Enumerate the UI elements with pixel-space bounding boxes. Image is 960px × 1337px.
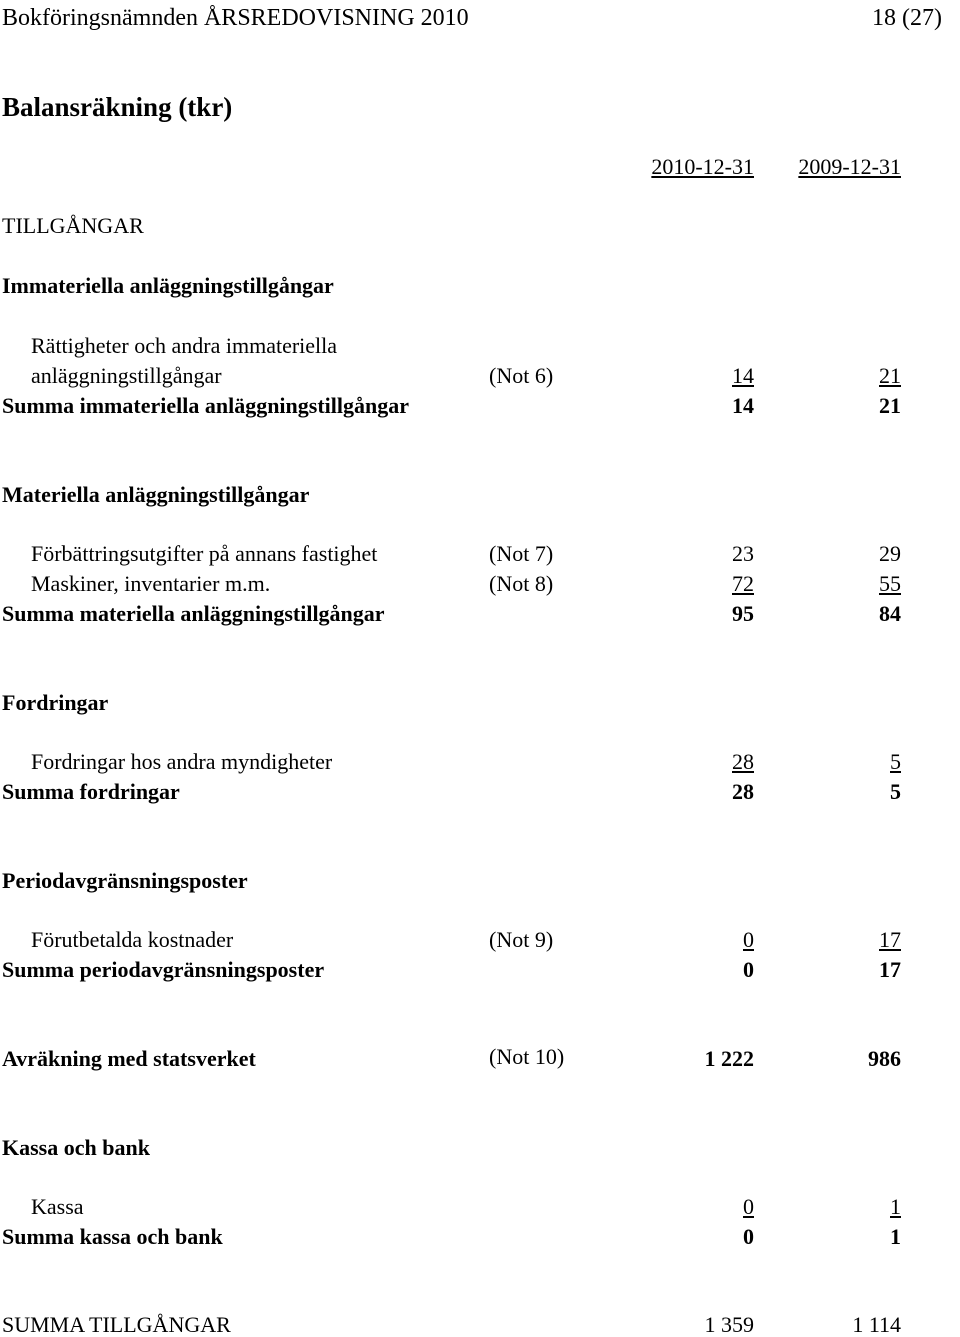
sum-label-kassa: Summa kassa och bank [2, 1224, 223, 1249]
row-note-rattigheter: (Not 6) [489, 363, 554, 388]
row-value-2009-avrakning: 986 [868, 1046, 901, 1071]
sum-value-2009-fordringar: 5 [890, 779, 901, 804]
row-label-forbattringsutgifter: Förbättringsutgifter på annans fastighet [31, 541, 378, 566]
total-value-2009: 1 114 [852, 1312, 901, 1337]
sum-value-2010-kassa: 0 [743, 1224, 754, 1249]
row-value-2010-avrakning: 1 222 [704, 1046, 754, 1071]
total-value-2010: 1 359 [704, 1312, 754, 1337]
group-heading-materiella: Materiella anläggningstillgångar [2, 482, 310, 507]
total-label: SUMMA TILLGÅNGAR [2, 1312, 231, 1337]
sum-label-materiella: Summa materiella anläggningstillgångar [2, 601, 385, 626]
row-note-maskiner: (Not 8) [489, 571, 554, 596]
document-header-title: Bokföringsnämnden ÅRSREDOVISNING 2010 [2, 5, 469, 31]
row-value-2009-forutbetalda: 17 [879, 927, 901, 952]
row-value-2009-maskiner: 55 [879, 571, 901, 596]
sum-value-2010-immateriella: 14 [732, 393, 754, 418]
row-value-2010-rattigheter: 14 [732, 363, 754, 388]
row-label-rattigheter-line1: Rättigheter och andra immateriella [31, 333, 338, 358]
row-note-forbattringsutgifter: (Not 7) [489, 541, 554, 566]
group-heading-kassa: Kassa och bank [2, 1135, 150, 1160]
row-label-rattigheter-line2: anläggningstillgångar [31, 363, 222, 388]
sum-value-2010-fordringar: 28 [732, 779, 754, 804]
column-header-2009: 2009-12-31 [798, 154, 901, 179]
group-heading-immateriella: Immateriella anläggningstillgångar [2, 273, 334, 298]
section-heading-tillgangar: TILLGÅNGAR [2, 213, 144, 238]
row-value-2009-rattigheter: 21 [879, 363, 901, 388]
row-value-2009-fordringar-myndigheter: 5 [890, 749, 901, 774]
row-value-2010-forbattringsutgifter: 23 [732, 541, 754, 566]
sum-label-fordringar: Summa fordringar [2, 779, 180, 804]
row-label-avrakning: Avräkning med statsverket [2, 1046, 256, 1071]
row-value-2010-fordringar-myndigheter: 28 [732, 749, 754, 774]
column-header-2010: 2010-12-31 [651, 154, 754, 179]
sum-value-2009-materiella: 84 [879, 601, 901, 626]
row-value-2010-forutbetalda: 0 [743, 927, 754, 952]
group-heading-fordringar: Fordringar [2, 690, 109, 715]
row-label-kassa: Kassa [31, 1194, 84, 1219]
sum-label-immateriella: Summa immateriella anläggningstillgångar [2, 393, 409, 418]
page-title: Balansräkning (tkr) [2, 92, 233, 122]
row-note-forutbetalda: (Not 9) [489, 927, 554, 952]
row-label-fordringar-myndigheter: Fordringar hos andra myndigheter [31, 749, 333, 774]
row-value-2010-maskiner: 72 [732, 571, 754, 596]
sum-value-2009-kassa: 1 [890, 1224, 901, 1249]
row-value-2010-kassa: 0 [743, 1194, 754, 1219]
row-label-forutbetalda: Förutbetalda kostnader [31, 927, 234, 952]
page-number: 18 (27) [872, 5, 942, 31]
row-note-avrakning: (Not 10) [489, 1044, 565, 1069]
sum-value-2010-materiella: 95 [732, 601, 754, 626]
sum-value-2009-periodavgransning: 17 [879, 957, 901, 982]
sum-value-2010-periodavgransning: 0 [743, 957, 754, 982]
row-value-2009-forbattringsutgifter: 29 [879, 541, 901, 566]
row-label-maskiner: Maskiner, inventarier m.m. [31, 571, 271, 596]
group-heading-periodavgransning: Periodavgränsningsposter [2, 868, 248, 893]
sum-value-2009-immateriella: 21 [879, 393, 901, 418]
row-value-2009-kassa: 1 [890, 1194, 901, 1219]
sum-label-periodavgransning: Summa periodavgränsningsposter [2, 957, 325, 982]
